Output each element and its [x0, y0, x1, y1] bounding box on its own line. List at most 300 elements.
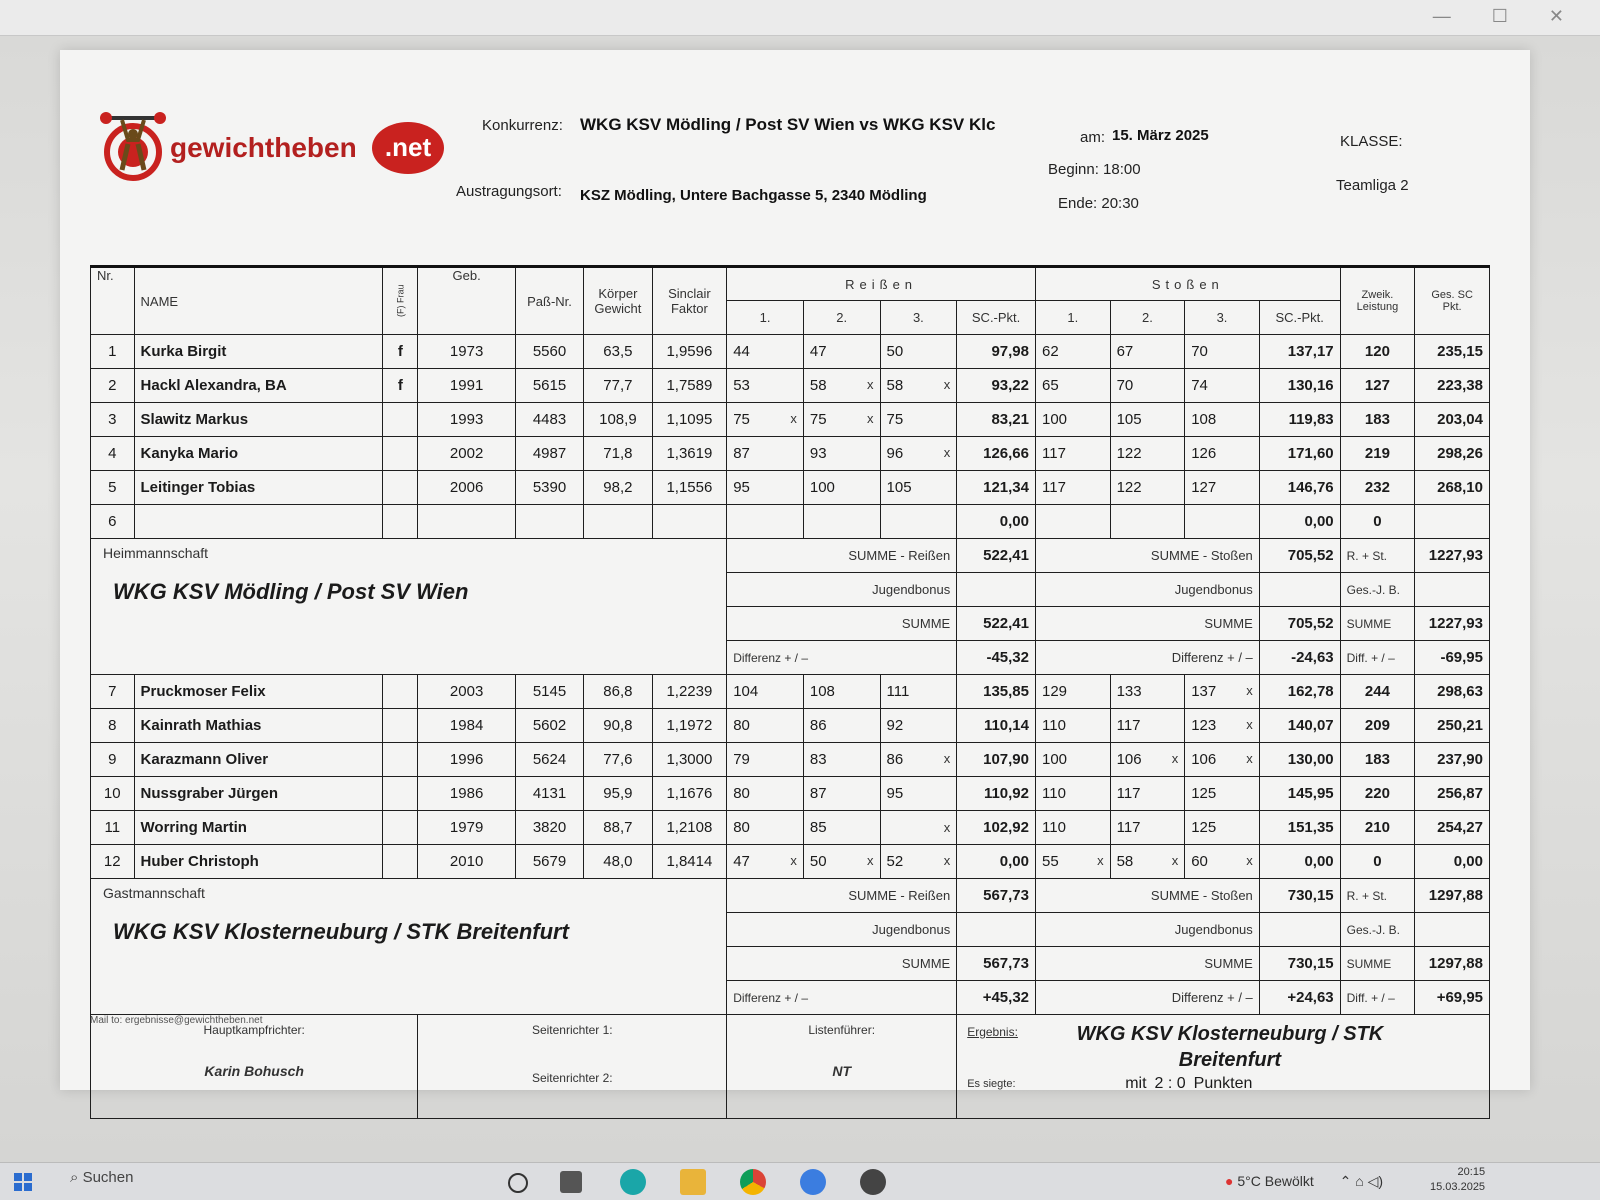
athlete-nr: [91, 505, 135, 539]
athlete-sinclair-value: 1,2108: [666, 819, 713, 836]
clean-jerk-sc-points-value: 119,83: [1288, 411, 1334, 428]
guest-summe-ges-label: SUMME: [1340, 947, 1415, 981]
athlete-pass-nr-value: 5390: [532, 479, 567, 496]
total-sc-points: [1415, 437, 1490, 471]
clean-jerk-attempt-3-value: 126: [1191, 445, 1217, 462]
col-pass: Paß-Nr.: [515, 267, 583, 335]
athlete-bodyweight-value: 86,8: [603, 683, 633, 700]
snatch-attempt-3: [880, 845, 957, 879]
athlete-female-flag: [383, 505, 418, 539]
browser-top-bar: [0, 0, 1600, 36]
mail-link[interactable]: Mail to: ergebnisse@gewichtheben.net: [90, 1015, 263, 1026]
guest-summe-r: 567,73: [957, 947, 1036, 981]
clean-jerk-attempt-1-value: 110: [1042, 717, 1066, 734]
athlete-name-value: Worring Martin: [140, 819, 247, 836]
athlete-sinclair: [652, 505, 727, 539]
total-sc-points: [1415, 743, 1490, 777]
athlete-row: [91, 403, 1490, 437]
athlete-sinclair: [652, 811, 727, 845]
clean-jerk-attempt-2: [1110, 845, 1185, 879]
ergebnis-label: Ergebnis:: [967, 1025, 1018, 1039]
snatch-attempt-2: [803, 845, 880, 879]
widgets-icon[interactable]: [560, 1171, 582, 1193]
file-explorer-icon[interactable]: [680, 1169, 706, 1195]
athlete-pass-nr-value: 5624: [532, 751, 567, 768]
snatch-attempt-2-value: 86: [809, 717, 827, 734]
athlete-name: [134, 505, 383, 539]
clean-jerk-attempt-2: [1110, 403, 1185, 437]
athlete-pass-nr-value: 3820: [532, 819, 567, 836]
athlete-sinclair-value: 1,3000: [666, 751, 713, 768]
total-sc-points-value: 268,10: [1437, 479, 1483, 496]
athlete-birth-year-value: 1973: [449, 343, 484, 360]
clean-jerk-attempt-2: [1110, 743, 1185, 777]
failed-attempt-mark: x: [1097, 853, 1104, 868]
snatch-attempt-3: [880, 505, 957, 539]
snatch-attempt-2: [803, 811, 880, 845]
athlete-sinclair-value: 1,2239: [666, 683, 713, 700]
athlete-sinclair-value: 1,8414: [666, 853, 713, 870]
total-sc-points-value: 256,87: [1437, 785, 1483, 802]
snatch-attempt-1: [727, 675, 804, 709]
clean-jerk-sc-points: [1259, 743, 1340, 777]
score-sheet: [90, 105, 1510, 1092]
athlete-name-value: Karazmann Oliver: [140, 751, 269, 768]
athlete-bodyweight-value: 71,8: [603, 445, 633, 462]
total-sc-points-value: 250,21: [1437, 717, 1483, 734]
clean-jerk-attempt-3: [1185, 845, 1260, 879]
total-kg-value: 0: [1373, 513, 1382, 530]
snatch-sc-points-value: 110,92: [983, 785, 1029, 802]
edge-browser-icon[interactable]: [620, 1169, 646, 1195]
athlete-nr-value: 10: [103, 785, 121, 802]
snatch-attempt-2: [803, 471, 880, 505]
total-kg: [1340, 505, 1415, 539]
failed-attempt-mark: x: [943, 853, 951, 868]
snatch-sc-points: [957, 403, 1036, 437]
clean-jerk-attempt-1-value: 129: [1042, 683, 1068, 700]
score-value: 2 : 0: [1154, 1075, 1186, 1092]
ergebnis-box: [957, 1015, 1490, 1119]
snatch-attempt-2: [803, 675, 880, 709]
athlete-female-flag: [383, 403, 418, 437]
athlete-pass-nr: [515, 335, 583, 369]
athlete-sinclair-value: 1,1095: [666, 411, 713, 428]
total-kg-value: 244: [1364, 683, 1390, 700]
athlete-sinclair: [652, 675, 727, 709]
athlete-birth-year: [418, 437, 515, 471]
athlete-bodyweight-value: 108,9: [599, 411, 637, 428]
athlete-birth-year: [418, 811, 515, 845]
snatch-attempt-2-value: 75: [809, 411, 827, 428]
home-diff-ges-label: Diff. + / –: [1340, 641, 1415, 675]
failed-attempt-mark: x: [867, 411, 874, 426]
athlete-sinclair-value: 1,1556: [666, 479, 713, 496]
snatch-attempt-3: [880, 369, 957, 403]
clock-time: 20:15: [1457, 1166, 1486, 1178]
clean-jerk-sc-points-value: 0,00: [1304, 513, 1334, 530]
clean-jerk-sc-points: [1259, 403, 1340, 437]
clean-jerk-attempt-2: [1110, 505, 1185, 539]
athlete-bodyweight: [584, 811, 652, 845]
weather-tray[interactable]: [1225, 1173, 1383, 1190]
snatch-attempt-2: [803, 505, 880, 539]
total-sc-points: [1415, 845, 1490, 879]
athlete-sinclair-value: 1,9596: [666, 343, 713, 360]
athlete-sinclair: [652, 369, 727, 403]
athlete-birth-year-value: 1984: [449, 717, 484, 734]
athlete-row: [91, 369, 1490, 403]
beginn-time: Beginn: 18:00: [1048, 161, 1141, 178]
snatch-sc-points-value: 107,90: [983, 751, 1029, 768]
home-summe-stossen: 705,52: [1259, 539, 1340, 573]
guest-diff-s: +24,63: [1259, 981, 1340, 1015]
failed-attempt-mark: x: [943, 445, 951, 460]
athlete-pass-nr: [515, 743, 583, 777]
athlete-bodyweight: [584, 709, 652, 743]
guest-summe-s-label: SUMME: [1036, 947, 1260, 981]
guest-summe-stossen-label: SUMME - Stoßen: [1036, 879, 1260, 913]
clean-jerk-sc-points: [1259, 709, 1340, 743]
athlete-row: [91, 505, 1490, 539]
guest-summe-s: 730,15: [1259, 947, 1340, 981]
clean-jerk-attempt-2: [1110, 675, 1185, 709]
athlete-birth-year-value: 2002: [449, 445, 484, 462]
home-team-rows: [91, 335, 1490, 539]
clean-jerk-attempt-3: [1185, 675, 1260, 709]
clean-jerk-attempt-1: [1036, 743, 1111, 777]
athlete-birth-year-value: 2010: [449, 853, 484, 870]
logo-text: gewichtheben: [170, 132, 357, 163]
col-sinclair: Sinclair Faktor: [652, 267, 727, 335]
col-frau: (F) Frau: [383, 267, 418, 335]
clean-jerk-attempt-1: [1036, 777, 1111, 811]
total-sc-points-value: 203,04: [1437, 411, 1483, 428]
athlete-sinclair-value: 1,1972: [666, 717, 713, 734]
winner-name: WKG KSV Klosterneuburg / STK Breitenfurt: [1076, 1023, 1384, 1071]
clean-jerk-attempt-3-value: 60: [1191, 853, 1208, 870]
clean-jerk-attempt-1: [1036, 471, 1111, 505]
home-diff-ges: -69,95: [1415, 641, 1490, 675]
athlete-nr-value: 5: [108, 479, 117, 496]
snatch-attempt-1-value: 95: [733, 479, 750, 496]
athlete-pass-nr-value: 5602: [532, 717, 567, 734]
athlete-pass-nr: [515, 403, 583, 437]
athlete-birth-year-value: 1986: [449, 785, 484, 802]
athlete-bodyweight: [584, 845, 652, 879]
clean-jerk-attempt-3-value: 125: [1191, 819, 1217, 836]
failed-attempt-mark: x: [943, 377, 951, 392]
snatch-attempt-2-value: 85: [809, 819, 827, 836]
obs-icon[interactable]: [860, 1169, 886, 1195]
athlete-female-flag-value: f: [397, 343, 403, 360]
athlete-sinclair: [652, 845, 727, 879]
konkurrenz-label: Konkurrenz:: [482, 117, 563, 134]
athlete-pass-nr-value: 5615: [532, 377, 567, 394]
athlete-pass-nr-value: 5560: [532, 343, 567, 360]
clean-jerk-attempt-1-value: 100: [1042, 751, 1068, 768]
snatch-sc-points-value: 83,21: [991, 411, 1029, 428]
snatch-attempt-3-value: 111: [886, 683, 910, 700]
snatch-attempt-3: [880, 403, 957, 437]
failed-attempt-mark: x: [1246, 717, 1253, 732]
clean-jerk-attempt-2-value: 117: [1116, 717, 1141, 734]
athlete-nr: [91, 471, 135, 505]
failed-attempt-mark: x: [1246, 751, 1253, 766]
home-jugendbonus-s-label: Jugendbonus: [1036, 573, 1260, 607]
athlete-pass-nr: [515, 437, 583, 471]
athlete-name: [134, 743, 383, 777]
clean-jerk-attempt-1-value: 100: [1042, 411, 1068, 428]
col-s1: 1.: [1036, 301, 1111, 335]
clean-jerk-attempt-3-value: 70: [1191, 343, 1208, 360]
snatch-attempt-1: [727, 505, 804, 539]
athlete-row: [91, 845, 1490, 879]
clean-jerk-attempt-2-value: 122: [1116, 479, 1142, 496]
snatch-attempt-3-value: 52: [886, 853, 904, 870]
athlete-pass-nr: [515, 845, 583, 879]
home-summe-s-label: SUMME: [1036, 607, 1260, 641]
guest-diff-ges-label: Diff. + / –: [1340, 981, 1415, 1015]
clean-jerk-attempt-2: [1110, 777, 1185, 811]
clean-jerk-attempt-2: [1110, 811, 1185, 845]
taskbar-search-label: Suchen: [82, 1169, 134, 1186]
athlete-sinclair-value: 1,7589: [666, 377, 713, 394]
snatch-attempt-2-value: 87: [809, 785, 827, 802]
guest-summe-reissen: 567,73: [957, 879, 1036, 913]
guest-summe-r-label: SUMME: [727, 947, 957, 981]
clean-jerk-attempt-1: [1036, 437, 1111, 471]
athlete-birth-year-value: 2003: [449, 683, 484, 700]
klasse-label: KLASSE:: [1340, 133, 1403, 150]
total-kg-value: 120: [1364, 343, 1390, 360]
athlete-name-value: Kainrath Mathias: [140, 717, 262, 734]
total-kg: [1340, 743, 1415, 777]
clean-jerk-attempt-3: [1185, 403, 1260, 437]
col-ges-sc: Ges. SC Pkt.: [1415, 267, 1490, 335]
clean-jerk-attempt-1-value: 55: [1042, 853, 1059, 870]
guest-jugendbonus-s-label: Jugendbonus: [1036, 913, 1260, 947]
athlete-sinclair: [652, 709, 727, 743]
total-kg: [1340, 811, 1415, 845]
clean-jerk-attempt-1: [1036, 403, 1111, 437]
snatch-attempt-2: [803, 403, 880, 437]
weather-text: 5°C Bewölkt: [1237, 1173, 1314, 1189]
clean-jerk-attempt-1-value: 62: [1042, 343, 1059, 360]
guest-jugendbonus-s: [1259, 913, 1340, 947]
guest-summe-reissen-label: SUMME - Reißen: [727, 879, 957, 913]
total-kg: [1340, 437, 1415, 471]
guest-team-label: Gastmannschaft: [103, 885, 205, 901]
home-summe-s: 705,52: [1259, 607, 1340, 641]
seitenrichter2-label: Seitenrichter 2:: [531, 1071, 613, 1085]
athlete-nr: [91, 811, 135, 845]
snatch-attempt-2: [803, 335, 880, 369]
athlete-pass-nr: [515, 811, 583, 845]
athlete-row: [91, 743, 1490, 777]
snatch-attempt-2-value: 83: [809, 751, 827, 768]
windows-start-icon[interactable]: [14, 1173, 32, 1191]
guest-summe-stossen: 730,15: [1259, 879, 1340, 913]
snatch-attempt-1-value: 79: [733, 751, 750, 768]
guest-team-rows: [91, 675, 1490, 879]
snatch-attempt-1: [727, 437, 804, 471]
snatch-sc-points: [957, 437, 1036, 471]
snatch-attempt-1-value: 80: [733, 717, 750, 734]
col-group-reissen: Reißen: [727, 267, 1036, 301]
athlete-bodyweight-value: 63,5: [603, 343, 633, 360]
guest-gesjb-label: Ges.-J. B.: [1340, 913, 1415, 947]
total-kg-value: 210: [1364, 819, 1390, 836]
es-siegte-label: Es siegte:: [967, 1078, 1016, 1090]
home-diff-s: -24,63: [1259, 641, 1340, 675]
window-controls[interactable]: — ☐ ✕: [1432, 6, 1582, 26]
snatch-attempt-3: [880, 335, 957, 369]
clean-jerk-attempt-1-value: 110: [1042, 819, 1066, 836]
home-diff-r-label: Differenz + / –: [727, 641, 957, 675]
weather-icon: ●: [1225, 1173, 1234, 1189]
col-r2: 2.: [803, 301, 880, 335]
athlete-bodyweight: [584, 777, 652, 811]
snatch-attempt-2: [803, 369, 880, 403]
athlete-name: [134, 811, 383, 845]
athlete-name-value: Slawitz Markus: [140, 411, 249, 428]
col-koerpergewicht: Körper Gewicht: [584, 267, 652, 335]
athlete-name-value: Nussgraber Jürgen: [140, 785, 279, 802]
clean-jerk-sc-points: [1259, 335, 1340, 369]
athlete-nr-value: 2: [108, 377, 117, 394]
athlete-nr-value: 8: [108, 717, 117, 734]
athlete-sinclair: [652, 437, 727, 471]
ort-label: Austragungsort:: [456, 183, 562, 200]
col-name: NAME: [134, 267, 383, 335]
snatch-sc-points: [957, 845, 1036, 879]
snatch-attempt-3-value: 95: [886, 785, 904, 802]
header-row-1: [91, 267, 1490, 301]
snatch-attempt-1-value: 75: [733, 411, 750, 428]
athlete-name-value: Pruckmoser Felix: [140, 683, 266, 700]
taskbar-search[interactable]: [70, 1169, 450, 1195]
total-kg-value: 183: [1364, 751, 1390, 768]
guest-jugendbonus-r: [957, 913, 1036, 947]
snatch-sc-points: [957, 777, 1036, 811]
snatch-attempt-1-value: 104: [733, 683, 759, 700]
clean-jerk-sc-points-value: 151,35: [1287, 819, 1334, 836]
home-gesjb: [1415, 573, 1490, 607]
athlete-pass-nr-value: 5679: [532, 853, 567, 870]
clock-date: 15.03.2025: [1430, 1181, 1486, 1193]
athlete-row: [91, 675, 1490, 709]
snatch-attempt-3-value: 75: [886, 411, 904, 428]
clean-jerk-sc-points-value: 171,60: [1287, 445, 1334, 462]
athlete-sinclair-value: 1,1676: [666, 785, 713, 802]
athlete-nr-value: 1: [108, 343, 117, 360]
total-kg: [1340, 335, 1415, 369]
total-sc-points-value: 237,90: [1437, 751, 1483, 768]
snatch-sc-points-value: 110,14: [983, 717, 1029, 734]
athlete-nr: [91, 369, 135, 403]
athlete-pass-nr: [515, 369, 583, 403]
clean-jerk-sc-points-value: 146,76: [1287, 479, 1334, 496]
snatch-sc-points-value: 0,00: [999, 513, 1029, 530]
athlete-sinclair: [652, 471, 727, 505]
clean-jerk-sc-points-value: 130,16: [1287, 377, 1334, 394]
total-kg-value: 0: [1373, 853, 1382, 870]
clean-jerk-attempt-3: [1185, 335, 1260, 369]
snatch-sc-points-value: 93,22: [991, 377, 1029, 394]
athlete-bodyweight: [584, 335, 652, 369]
athlete-birth-year: [418, 709, 515, 743]
athlete-pass-nr: [515, 505, 583, 539]
athlete-bodyweight-value: 77,6: [603, 751, 633, 768]
clean-jerk-attempt-1-value: 110: [1042, 785, 1066, 802]
guest-rst-label: R. + St.: [1340, 879, 1415, 913]
system-tray-icons[interactable]: ⌃ ⌂ ◁): [1339, 1173, 1384, 1189]
col-geb: Geb.: [418, 267, 515, 335]
task-view-icon[interactable]: [508, 1173, 528, 1193]
snatch-attempt-3: [880, 709, 957, 743]
clean-jerk-attempt-3-value: 106: [1191, 751, 1217, 768]
officials-section: [91, 1015, 1490, 1119]
clean-jerk-attempt-3: [1185, 811, 1260, 845]
athlete-pass-nr: [515, 675, 583, 709]
total-kg: [1340, 777, 1415, 811]
snatch-attempt-2: [803, 709, 880, 743]
home-summe-r-label: SUMME: [727, 607, 957, 641]
athlete-pass-nr-value: 4131: [532, 785, 567, 802]
total-sc-points: [1415, 335, 1490, 369]
athlete-row: [91, 709, 1490, 743]
col-s3: 3.: [1185, 301, 1260, 335]
chrome-icon[interactable]: [740, 1169, 766, 1195]
document-page: [60, 50, 1530, 1090]
guest-diff-r: +45,32: [957, 981, 1036, 1015]
athlete-name-value: Hackl Alexandra, BA: [140, 377, 287, 394]
snatch-attempt-2-value: 47: [809, 343, 827, 360]
athlete-birth-year: [418, 471, 515, 505]
athlete-nr-value: 9: [108, 751, 117, 768]
col-s-sc: SC.-Pkt.: [1259, 301, 1340, 335]
snatch-attempt-2-value: 93: [809, 445, 827, 462]
snatch-attempt-2-value: 108: [809, 683, 835, 700]
athlete-bodyweight-value: 95,9: [603, 785, 633, 802]
snatch-sc-points: [957, 505, 1036, 539]
guest-summary: [91, 879, 1490, 1015]
total-sc-points: [1415, 811, 1490, 845]
failed-attempt-mark: x: [943, 820, 951, 835]
athlete-name-value: Leitinger Tobias: [140, 479, 256, 496]
snatch-attempt-1: [727, 777, 804, 811]
clean-jerk-attempt-3: [1185, 709, 1260, 743]
guest-jugendbonus-r-label: Jugendbonus: [727, 913, 957, 947]
total-kg: [1340, 471, 1415, 505]
failed-attempt-mark: x: [867, 377, 874, 392]
guest-summe-ges: 1297,88: [1415, 947, 1490, 981]
guest-team-box: [91, 879, 727, 1015]
failed-attempt-mark: x: [790, 411, 797, 426]
col-s2: 2.: [1110, 301, 1185, 335]
guest-diff-ges: +69,95: [1415, 981, 1490, 1015]
athlete-pass-nr-value: 4987: [532, 445, 567, 462]
clean-jerk-attempt-1-value: 117: [1042, 479, 1066, 496]
taskbar-clock[interactable]: [1430, 1165, 1485, 1195]
total-sc-points-value: 298,63: [1437, 683, 1483, 700]
clean-jerk-attempt-1: [1036, 505, 1111, 539]
athlete-nr-value: 3: [108, 411, 117, 428]
app-icon[interactable]: [800, 1169, 826, 1195]
athlete-female-flag: [383, 369, 418, 403]
snatch-attempt-3: [880, 743, 957, 777]
